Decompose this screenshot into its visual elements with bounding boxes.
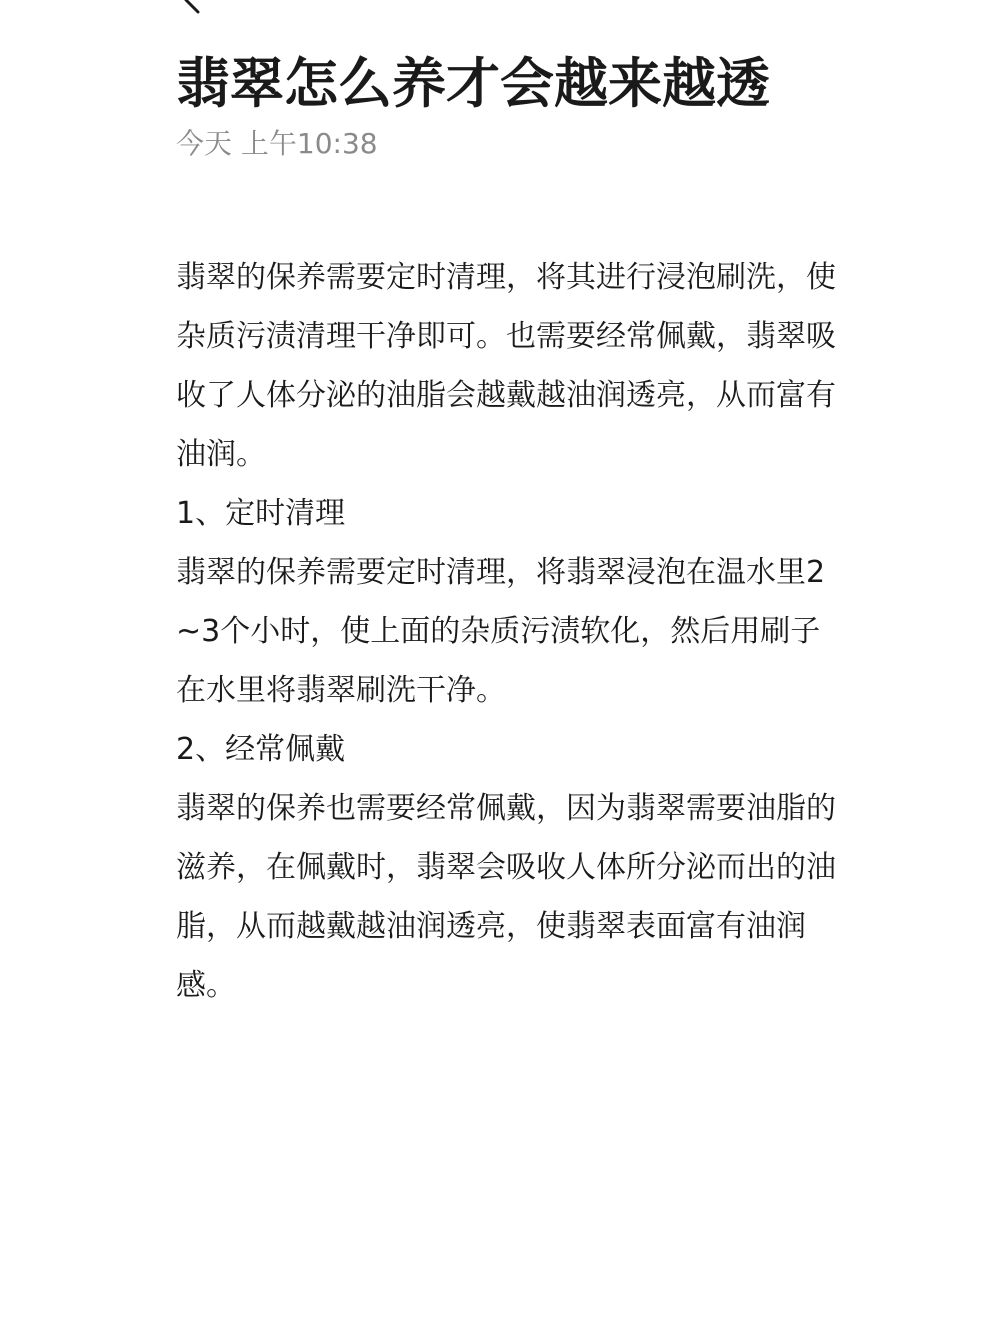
- section-heading-1: 1、定时清理: [176, 496, 346, 531]
- chevron-left-icon: [176, 0, 206, 16]
- section-paragraph-1: 翡翠的保养需要定时清理，将翡翠浸泡在温水里2~3个小时，使上面的杂质污渍软化，然后用刷子在水里将翡翠刷洗干净。: [176, 555, 826, 708]
- page-title: 翡翠怎么养才会越来越透: [176, 52, 770, 115]
- note-body: [176, 248, 836, 1015]
- intro-paragraph: 翡翠的保养需要定时清理，将其进行浸泡刷洗，使杂质污渍清理干净即可。也需要经常佩戴，翡翠吸收了人体分泌的油脂会越戴越油润透亮，从而富有油润。: [176, 260, 836, 472]
- note-timestamp: 今天 上午10:38: [176, 127, 378, 160]
- back-button[interactable]: [176, 0, 206, 16]
- section-paragraph-2: 翡翠的保养也需要经常佩戴，因为翡翠需要油脂的滋养，在佩戴时，翡翠会吸收人体所分泌而出的油脂，从而越戴越油润透亮，使翡翠表面富有油润感。: [176, 791, 836, 1003]
- note-header: [176, 52, 836, 162]
- section-heading-2: 2、经常佩戴: [176, 732, 346, 767]
